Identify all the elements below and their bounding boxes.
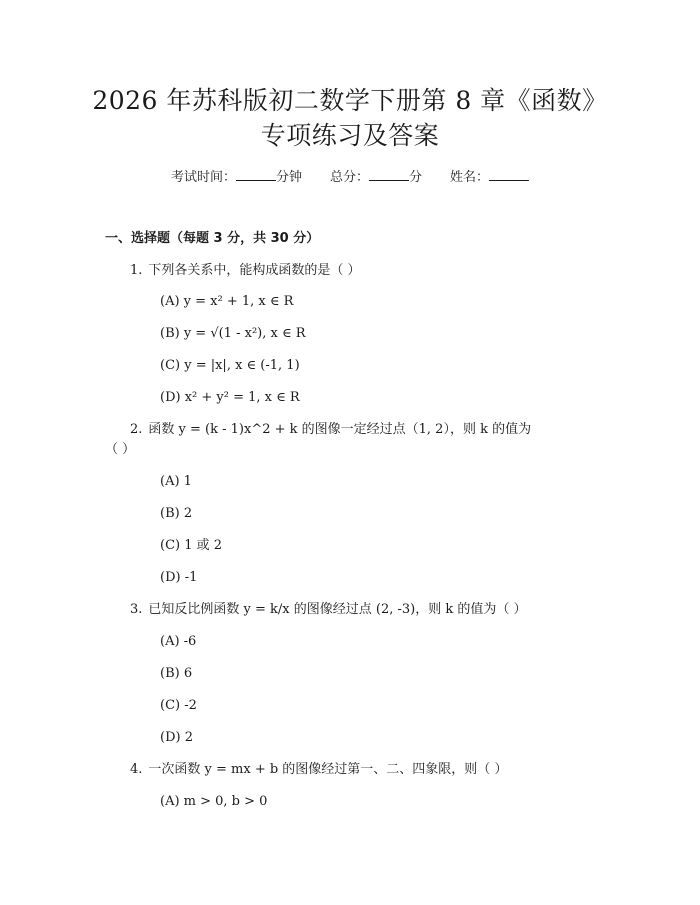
question-text: 下列各关系中，能构成函数的是（ ） — [148, 263, 361, 278]
page-title-line2: 专项练习及答案 — [260, 121, 440, 150]
question-number: 3. — [130, 602, 143, 617]
question-2-wrap: （ ） — [105, 442, 136, 457]
question-2-option-a: (A) 1 — [160, 474, 192, 489]
score-field — [330, 170, 422, 185]
question-1-option-c: (C) y = |x|, x ∈ (-1, 1) — [160, 358, 300, 373]
name-blank — [489, 168, 529, 181]
question-3-option-c: (C) -2 — [160, 698, 197, 713]
time-unit: 分钟 — [275, 170, 302, 185]
question-1-option-b: (B) y = √(1 - x²), x ∈ R — [160, 326, 306, 341]
question-number: 1. — [130, 263, 143, 278]
time-blank — [236, 168, 276, 181]
question-1 — [130, 261, 570, 281]
time-label: 考试时间： — [170, 170, 236, 185]
exam-meta — [0, 168, 700, 188]
question-1-option-d: (D) x² + y² = 1, x ∈ R — [160, 390, 300, 405]
name-field — [450, 170, 529, 185]
question-number: 2. — [130, 422, 143, 437]
question-2-option-b: (B) 2 — [160, 506, 193, 521]
question-text: 已知反比例函数 y = k/x 的图像经过点 (2, -3)，则 k 的值为（ ） — [148, 602, 527, 617]
name-label: 姓名： — [450, 170, 490, 185]
question-3 — [130, 600, 600, 620]
question-3-option-d: (D) 2 — [160, 730, 193, 745]
question-2-option-c: (C) 1 或 2 — [160, 538, 223, 553]
section-heading: 一、选择题（每题 3 分，共 30 分） — [105, 231, 320, 246]
question-number: 4. — [130, 762, 143, 777]
question-4 — [130, 760, 600, 780]
question-text: 一次函数 y = mx + b 的图像经过第一、二、四象限，则（ ） — [148, 762, 508, 777]
page-title-line1: 2026 年苏科版初二数学下册第 8 章《函数》 — [92, 86, 608, 115]
time-field — [171, 170, 302, 185]
score-blank — [369, 168, 409, 181]
score-label: 总分： — [329, 170, 369, 185]
question-2 — [130, 420, 600, 440]
question-4-option-a: (A) m > 0, b > 0 — [160, 794, 268, 809]
question-text: 函数 y = (k - 1)x^2 + k 的图像一定经过点（1, 2），则 k 的值为 — [148, 422, 532, 437]
question-2-option-d: (D) -1 — [160, 570, 198, 585]
question-3-option-a: (A) -6 — [160, 634, 197, 649]
score-unit: 分 — [409, 170, 423, 185]
question-1-option-a: (A) y = x² + 1, x ∈ R — [160, 294, 294, 309]
question-3-option-b: (B) 6 — [160, 666, 193, 681]
